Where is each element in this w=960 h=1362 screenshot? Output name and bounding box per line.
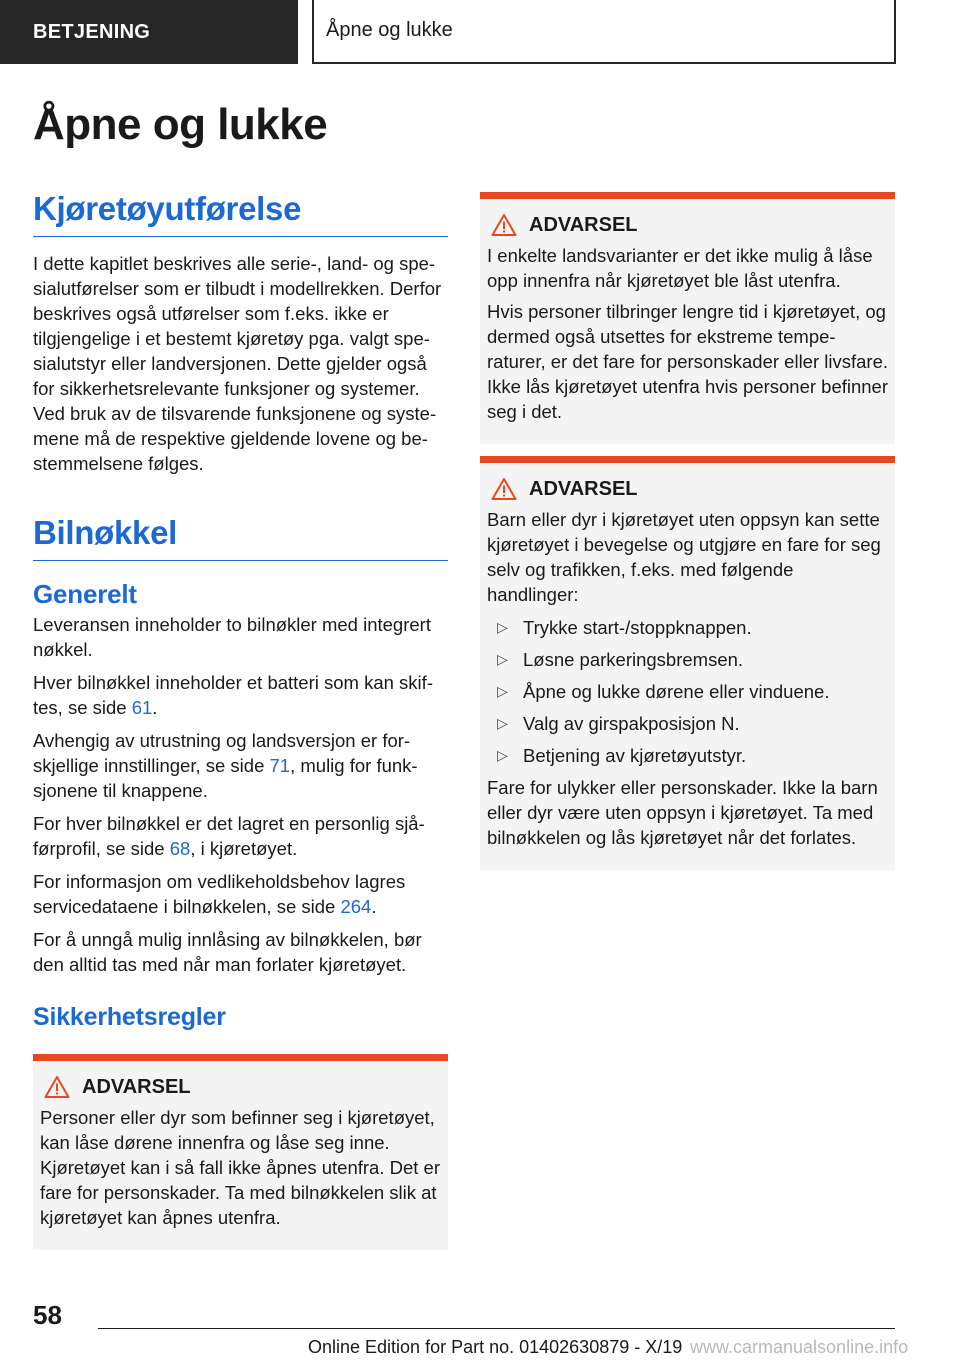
warning-box-country-variants <box>480 192 895 444</box>
list-item: ▷ Valg av girspakposisjon N. <box>487 711 888 736</box>
list-item: ▷ Trykke start-/stoppknappen. <box>487 615 888 640</box>
paragraph-service-data: For informasjon om vedlikeholdsbehov lagres servicedataene i bilnøkkelen, se side 264. <box>33 871 406 917</box>
triangle-right-icon: ▷ <box>497 651 508 667</box>
list-item: ▷ Løsne parkeringsbremsen. <box>487 647 888 672</box>
warning-triangle-icon <box>491 213 517 237</box>
heading-safety-rules: Sikkerhetsregler <box>33 1003 226 1031</box>
page-title: Åpne og lukke <box>33 100 328 149</box>
warning-label: ADVARSEL <box>529 477 638 500</box>
warning-header <box>491 213 888 237</box>
paragraph-lock-in: For å unngå mulig innlåsing av bilnøkkelen, bør den alltid tas med når man forlater kjøretøyet. <box>33 929 422 975</box>
warning-header <box>491 477 888 501</box>
warning-text-2: Fare for ulykker eller personskader. Ikke la barn eller dyr være uten oppsyn i kjøretøyet. Ta med bilnøkkelen og lås kjøretøyet når det forlates. <box>487 777 878 848</box>
list-item: ▷ Betjening av kjøretøyutstyr. <box>487 743 888 768</box>
footer-edition: Online Edition for Part no. 01402630879 - X/19 <box>308 1337 683 1357</box>
triangle-right-icon: ▷ <box>497 747 508 763</box>
page-header <box>0 0 960 66</box>
footer-divider <box>98 1328 895 1329</box>
paragraph-vehicle-version: I dette kapitlet beskrives alle serie-, land- og spesialutførelser som er tilbudt i modellrekken. Derfor beskrives også utførelser som f.eks. ikke er tilgjengelige i et bestemt kjøretøy pga. valgt spesialutstyr eller landversjonen. Dette gjelder også for sikkerhetsrelevante funksjoner og systemer. Ved bruk av de tilsvarende funksjonene og systemene må de respektive gjeldende lovene og bestemmelsene følges. <box>33 253 442 474</box>
heading-general: Generelt <box>33 579 137 609</box>
warning-box-lock-in <box>33 1054 448 1250</box>
warning-triangle-icon <box>491 477 517 501</box>
triangle-right-icon: ▷ <box>497 715 508 731</box>
warning-label: ADVARSEL <box>529 213 638 236</box>
section-tab: BETJENING <box>0 0 298 64</box>
warning-label: ADVARSEL <box>82 1075 191 1098</box>
warning-text: Personer eller dyr som befinner seg i kjøretøyet, kan låse dørene innenfra og låse seg inne. Kjøretøyet kan i så fall ikke åpnes utenfra. Det er fare for personskader. Ta med bilnøkkelen slik at kjøretøyet kan åpnes utenfra. <box>40 1107 440 1228</box>
triangle-right-icon: ▷ <box>497 619 508 635</box>
page-tab: Åpne og lukke <box>312 0 896 64</box>
warning-text-2: Hvis personer tilbringer lengre tid i kjøretøyet, og dermed også utsettes for ekstreme temperaturer, er det fare for personskader eller livsfare. Ikke lås kjøretøyet utenfra hvis personer befinner seg i det. <box>487 301 889 422</box>
page-link-71[interactable]: 71 <box>269 755 291 776</box>
warning-text-1: Barn eller dyr i kjøretøyet uten oppsyn kan sette kjøretøyet i bevegelse og utgjøre en fare for seg selv og trafikken, f.eks. med følgende handlinger: <box>487 509 881 605</box>
heading-vehicle-version: Kjøretøyutførelse <box>33 190 448 237</box>
left-column <box>33 190 448 1250</box>
right-column <box>480 192 895 870</box>
warning-triangle-icon <box>44 1075 70 1099</box>
page-number: 58 <box>33 1300 62 1330</box>
paragraph-battery: Hver bilnøkkel inneholder et batteri som kan skiftes, se side 61. <box>33 672 433 718</box>
paragraph-settings: Avhengig av utrustning og landsversjon er forskjellige innstillinger, se side 71, mulig for funksjonene til knappene. <box>33 730 418 801</box>
paragraph-driver-profile: For hver bilnøkkel er det lagret en personlig sjåførprofil, se side 68, i kjøretøyet. <box>33 813 425 859</box>
warning-box-children-animals <box>480 456 895 870</box>
heading-car-key: Bilnøkkel <box>33 514 448 561</box>
warning-header <box>44 1075 441 1099</box>
page-link-68[interactable]: 68 <box>169 838 191 859</box>
page-link-61[interactable]: 61 <box>131 697 153 718</box>
footer-watermark: www.carmanualsonline.info <box>690 1337 909 1357</box>
page-link-264[interactable]: 264 <box>340 896 372 917</box>
list-item: ▷ Åpne og lukke dørene eller vinduene. <box>487 679 888 704</box>
warning-text-1: I enkelte landsvarianter er det ikke mulig å låse opp innenfra når kjøretøyet ble låst utenfra. <box>487 245 873 291</box>
triangle-right-icon: ▷ <box>497 683 508 699</box>
action-list <box>487 615 888 768</box>
paragraph-delivery: Leveransen inneholder to bilnøkler med integrert nøkkel. <box>33 614 431 660</box>
